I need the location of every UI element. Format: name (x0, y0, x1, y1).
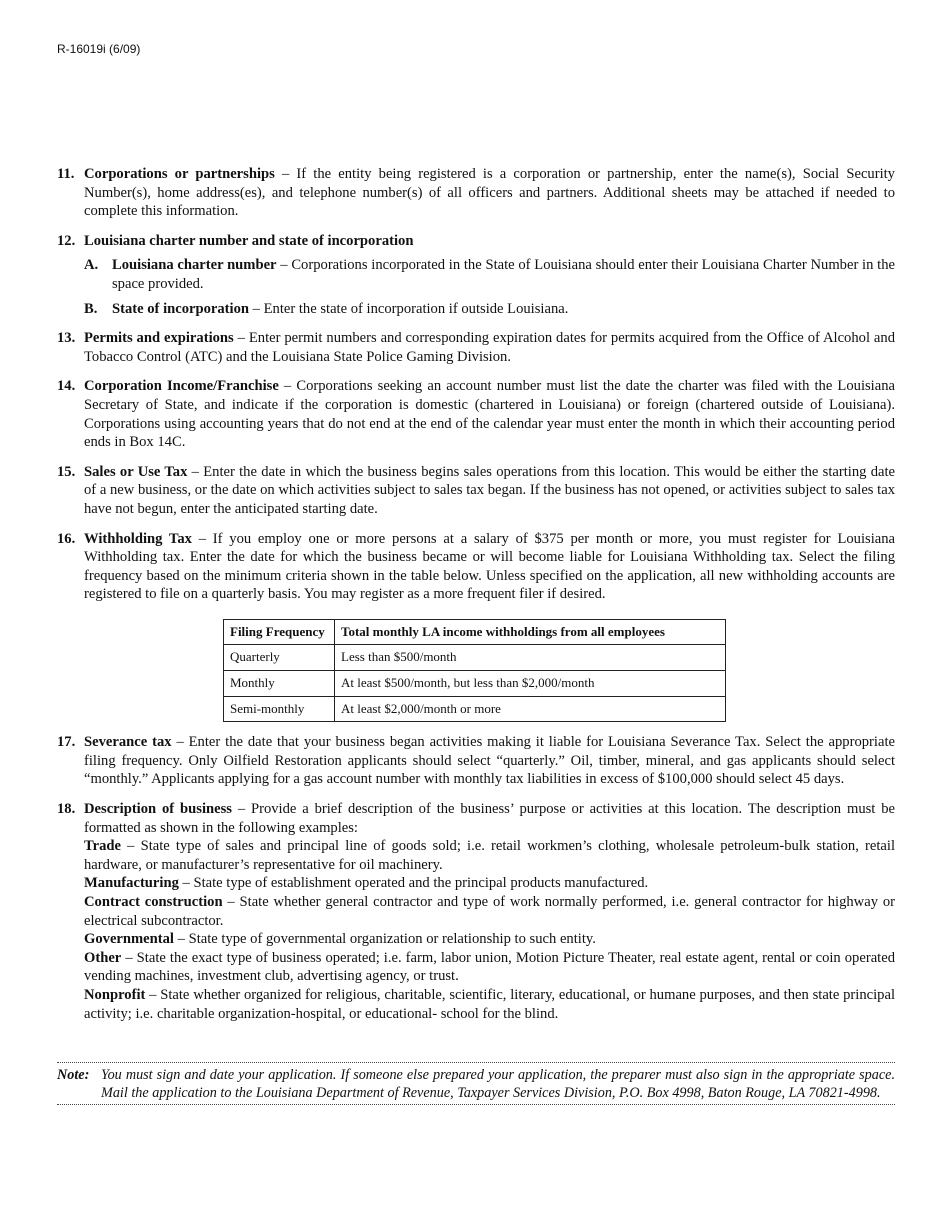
item-number: 14. (57, 378, 76, 395)
note-label: Note: (57, 1067, 90, 1083)
category-title: Governmental (84, 931, 174, 948)
table-cell: At least $2,000/month or more (335, 696, 726, 722)
table-header: Total monthly LA income withholdings from all employees (335, 619, 726, 645)
category-title: Trade (84, 838, 122, 855)
sub-item-letter: B. (84, 300, 98, 317)
item-11 (57, 165, 895, 221)
category-title: Manufacturing (84, 875, 179, 892)
item-18 (57, 800, 895, 1023)
item-title: Louisiana charter number and state of incorporation (84, 232, 414, 249)
category-text: – State type of governmental organization or relationship to such entity. (173, 931, 596, 948)
item-number: 18. (57, 801, 76, 818)
item-title: Severance tax (84, 734, 172, 751)
item-number: 13. (57, 330, 76, 347)
item-title: Withholding Tax (84, 530, 192, 547)
signature-note (57, 1062, 895, 1105)
item-title: Sales or Use Tax (84, 463, 188, 480)
note-text: You must sign and date your application. If someone else prepared your application, the preparer must also sign in the appropriate space. Mail the application to the Louisiana Department of Revenue, Taxpayer Services Division, P.O. Box 4998, Baton Rouge, LA 70821-4998. (101, 1067, 895, 1101)
category-text: – State whether organized for religious, charitable, scientific, literary, educational, or humane purposes, and then state principal activity; i.e. charitable organization-hospital, or educational- school for the blind. (84, 986, 895, 1022)
filing-frequency-table (223, 619, 726, 722)
category-text: – State whether general contractor and type of work normally performed, i.e. general contractor for highway or electrical subcontractor. (84, 894, 895, 929)
category-title: Contract construction (84, 894, 223, 910)
item-title: Corporations or partnerships (84, 166, 275, 182)
item-15 (57, 463, 895, 519)
instructions-body (57, 165, 895, 1034)
table-row (224, 671, 726, 697)
sub-item-title: State of incorporation (112, 300, 250, 317)
sub-item-letter: A. (84, 257, 99, 274)
sub-item-text: – Corporations incorporated in the State of Louisiana should enter their Louisiana Charter Number in the space provided. (112, 257, 895, 292)
item-16 (57, 530, 895, 723)
item-13 (57, 329, 895, 366)
sub-item-b (84, 300, 895, 319)
table-cell: Less than $500/month (335, 645, 726, 671)
sub-item-text: – Enter the state of incorporation if outside Louisiana. (249, 300, 569, 317)
table-row (224, 645, 726, 671)
item-text: – If the entity being registered is a corporation or partnership, enter the name(s), Social Security Number(s), home address(es), and telephone number(s) of all officers and partners. Additional sheets may be attached if needed to complete this information. (84, 166, 895, 220)
table-header: Filing Frequency (224, 619, 335, 645)
item-text: – Corporations seeking an account number must list the date the charter was filed with the Louisiana Secretary of State, and indicate if the corporation is domestic (chartered in Louisiana) or foreign (chartered outside of Louisiana). Corporations using accounting years that do not end at the end of the calendar year must enter the month in which their accounting period ends in Box 14C. (84, 378, 895, 451)
item-number: 16. (57, 530, 76, 547)
item-text: – Enter the date that your business began activities making it liable for Louisiana Severance Tax. Select the appropriate filing frequency. Only Oilfield Restoration applicants should select “quarterly.” Oil, timber, mineral, and gas applicants should select “monthly.” Applicants applying for a gas account number with monthly tax liabilities in excess of $100,000 should select 45 days. (84, 734, 895, 788)
category-manufacturing (84, 874, 895, 893)
table-cell: Monthly (224, 671, 335, 697)
item-title: Permits and expirations (84, 330, 234, 347)
item-12 (57, 232, 895, 318)
category-title: Nonprofit (84, 986, 146, 1003)
category-nonprofit (84, 986, 895, 1023)
item-title: Corporation Income/Franchise (84, 378, 279, 395)
item-text: – Provide a brief description of the business’ purpose or activities at this location. The description must be formatted as shown in the following examples: (84, 801, 895, 836)
table-cell: Semi-monthly (224, 696, 335, 722)
item-17 (57, 733, 895, 789)
category-text: – State type of establishment operated and the principal products manufactured. (178, 875, 649, 892)
item-number: 12. (57, 232, 76, 249)
table-cell: At least $500/month, but less than $2,000/month (335, 671, 726, 697)
sub-item-a (84, 256, 895, 293)
table-header-row (224, 619, 726, 645)
category-text: – State the exact type of business operated; i.e. farm, labor union, Motion Picture Theater, real estate agent, rental or coin operated vending machines, investment club, advertising agency, or trust. (84, 949, 895, 985)
item-text: – If you employ one or more persons at a salary of $375 per month or more, you must register for Louisiana Withholding tax. Enter the date for which the business became or will become liable for Louisiana Withholding tax. Select the filing frequency based on the minimum criteria shown in the table below. Unless specified on the application, all new withholding accounts are registered to file on a quarterly basis. You may register as a more frequent filer if desired. (84, 530, 895, 603)
table-cell: Quarterly (224, 645, 335, 671)
category-contract-construction (84, 893, 895, 930)
sub-item-title: Louisiana charter number (112, 257, 277, 274)
item-title: Description of business (84, 801, 232, 818)
category-text: – State type of sales and principal line of goods sold; i.e. retail workmen’s clothing, wholesale petroleum-bulk station, retail hardware, or manufacturer’s representative for oil machinery. (84, 838, 895, 873)
item-14 (57, 377, 895, 451)
form-code: R-16019i (6/09) (57, 42, 141, 56)
item-text: – Enter permit numbers and corresponding expiration dates for permits acquired from the Office of Alcohol and Tobacco Control (ATC) and the Louisiana State Police Gaming Division. (84, 330, 895, 365)
category-governmental (84, 930, 895, 949)
category-title: Other (84, 949, 122, 966)
table-row (224, 696, 726, 722)
item-text: – Enter the date in which the business begins sales operations from this location. This would be either the starting date of a new business, or the date on which activities subject to sales tax began. If the business has not opened, or activities subject to sales tax have not begun, enter the anticipated starting date. (84, 463, 895, 517)
item-number: 15. (57, 463, 76, 480)
category-other (84, 949, 895, 986)
category-trade (84, 837, 895, 874)
item-number: 11. (57, 166, 75, 182)
item-number: 17. (57, 734, 76, 751)
